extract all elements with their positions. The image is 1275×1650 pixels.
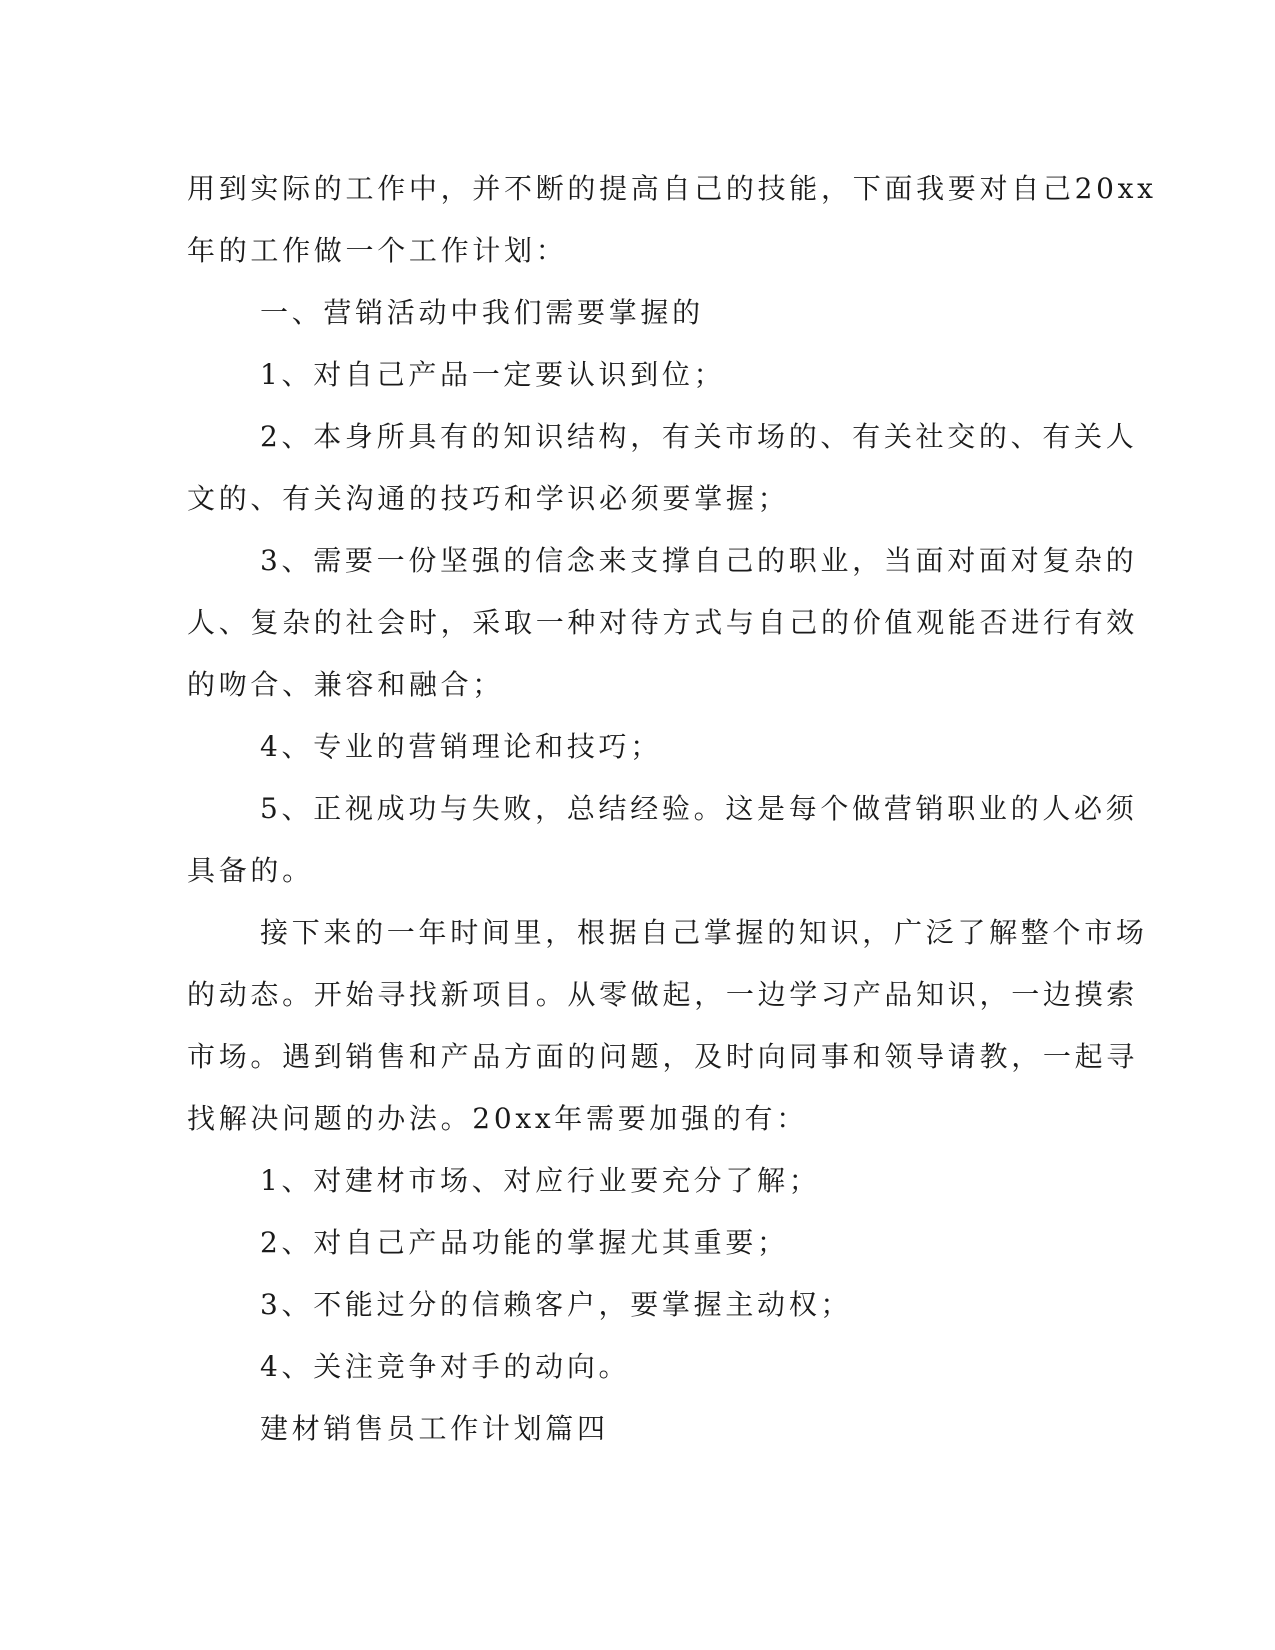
- list-item: 2、对自己产品功能的掌握尤其重要；: [260, 1226, 789, 1259]
- list-item: 3、需要一份坚强的信念来支撑自己的职业，当面对面对复杂的: [260, 544, 1138, 577]
- list-item: 1、对建材市场、对应行业要充分了解；: [260, 1164, 821, 1197]
- paragraph-start: 接下来的一年时间里，根据自己掌握的知识，广泛了解整个市场: [260, 916, 1148, 949]
- list-item: 1、对自己产品一定要认识到位；: [260, 358, 726, 391]
- text-line: 找解决问题的办法。20xx年需要加强的有：: [187, 1102, 808, 1135]
- document-body: [187, 158, 1157, 1460]
- text-line: 市场。遇到销售和产品方面的问题，及时向同事和领导请教，一起寻: [187, 1040, 1139, 1073]
- text-line: 用到实际的工作中，并不断的提高自己的技能，下面我要对自己20xx: [187, 172, 1157, 205]
- list-item: 2、本身所具有的知识结构，有关市场的、有关社交的、有关人: [260, 420, 1138, 453]
- section-heading: 一、营销活动中我们需要掌握的: [260, 296, 704, 329]
- text-line: 年的工作做一个工作计划：: [187, 234, 568, 267]
- text-line: 人、复杂的社会时，采取一种对待方式与自己的价值观能否进行有效: [187, 606, 1139, 639]
- list-item: 4、专业的营销理论和技巧；: [260, 730, 662, 763]
- text-line: 的吻合、兼容和融合；: [187, 668, 505, 701]
- list-item: 4、关注竞争对手的动向。: [260, 1350, 631, 1383]
- text-line: 的动态。开始寻找新项目。从零做起，一边学习产品知识，一边摸索: [187, 978, 1139, 1011]
- section-title: 建材销售员工作计划篇四: [260, 1412, 609, 1445]
- list-item: 3、不能过分的信赖客户，要掌握主动权；: [260, 1288, 853, 1321]
- list-item: 5、正视成功与失败，总结经验。这是每个做营销职业的人必须: [260, 792, 1138, 825]
- text-line: 文的、有关沟通的技巧和学识必须要掌握；: [187, 482, 790, 515]
- text-line: 具备的。: [187, 854, 314, 887]
